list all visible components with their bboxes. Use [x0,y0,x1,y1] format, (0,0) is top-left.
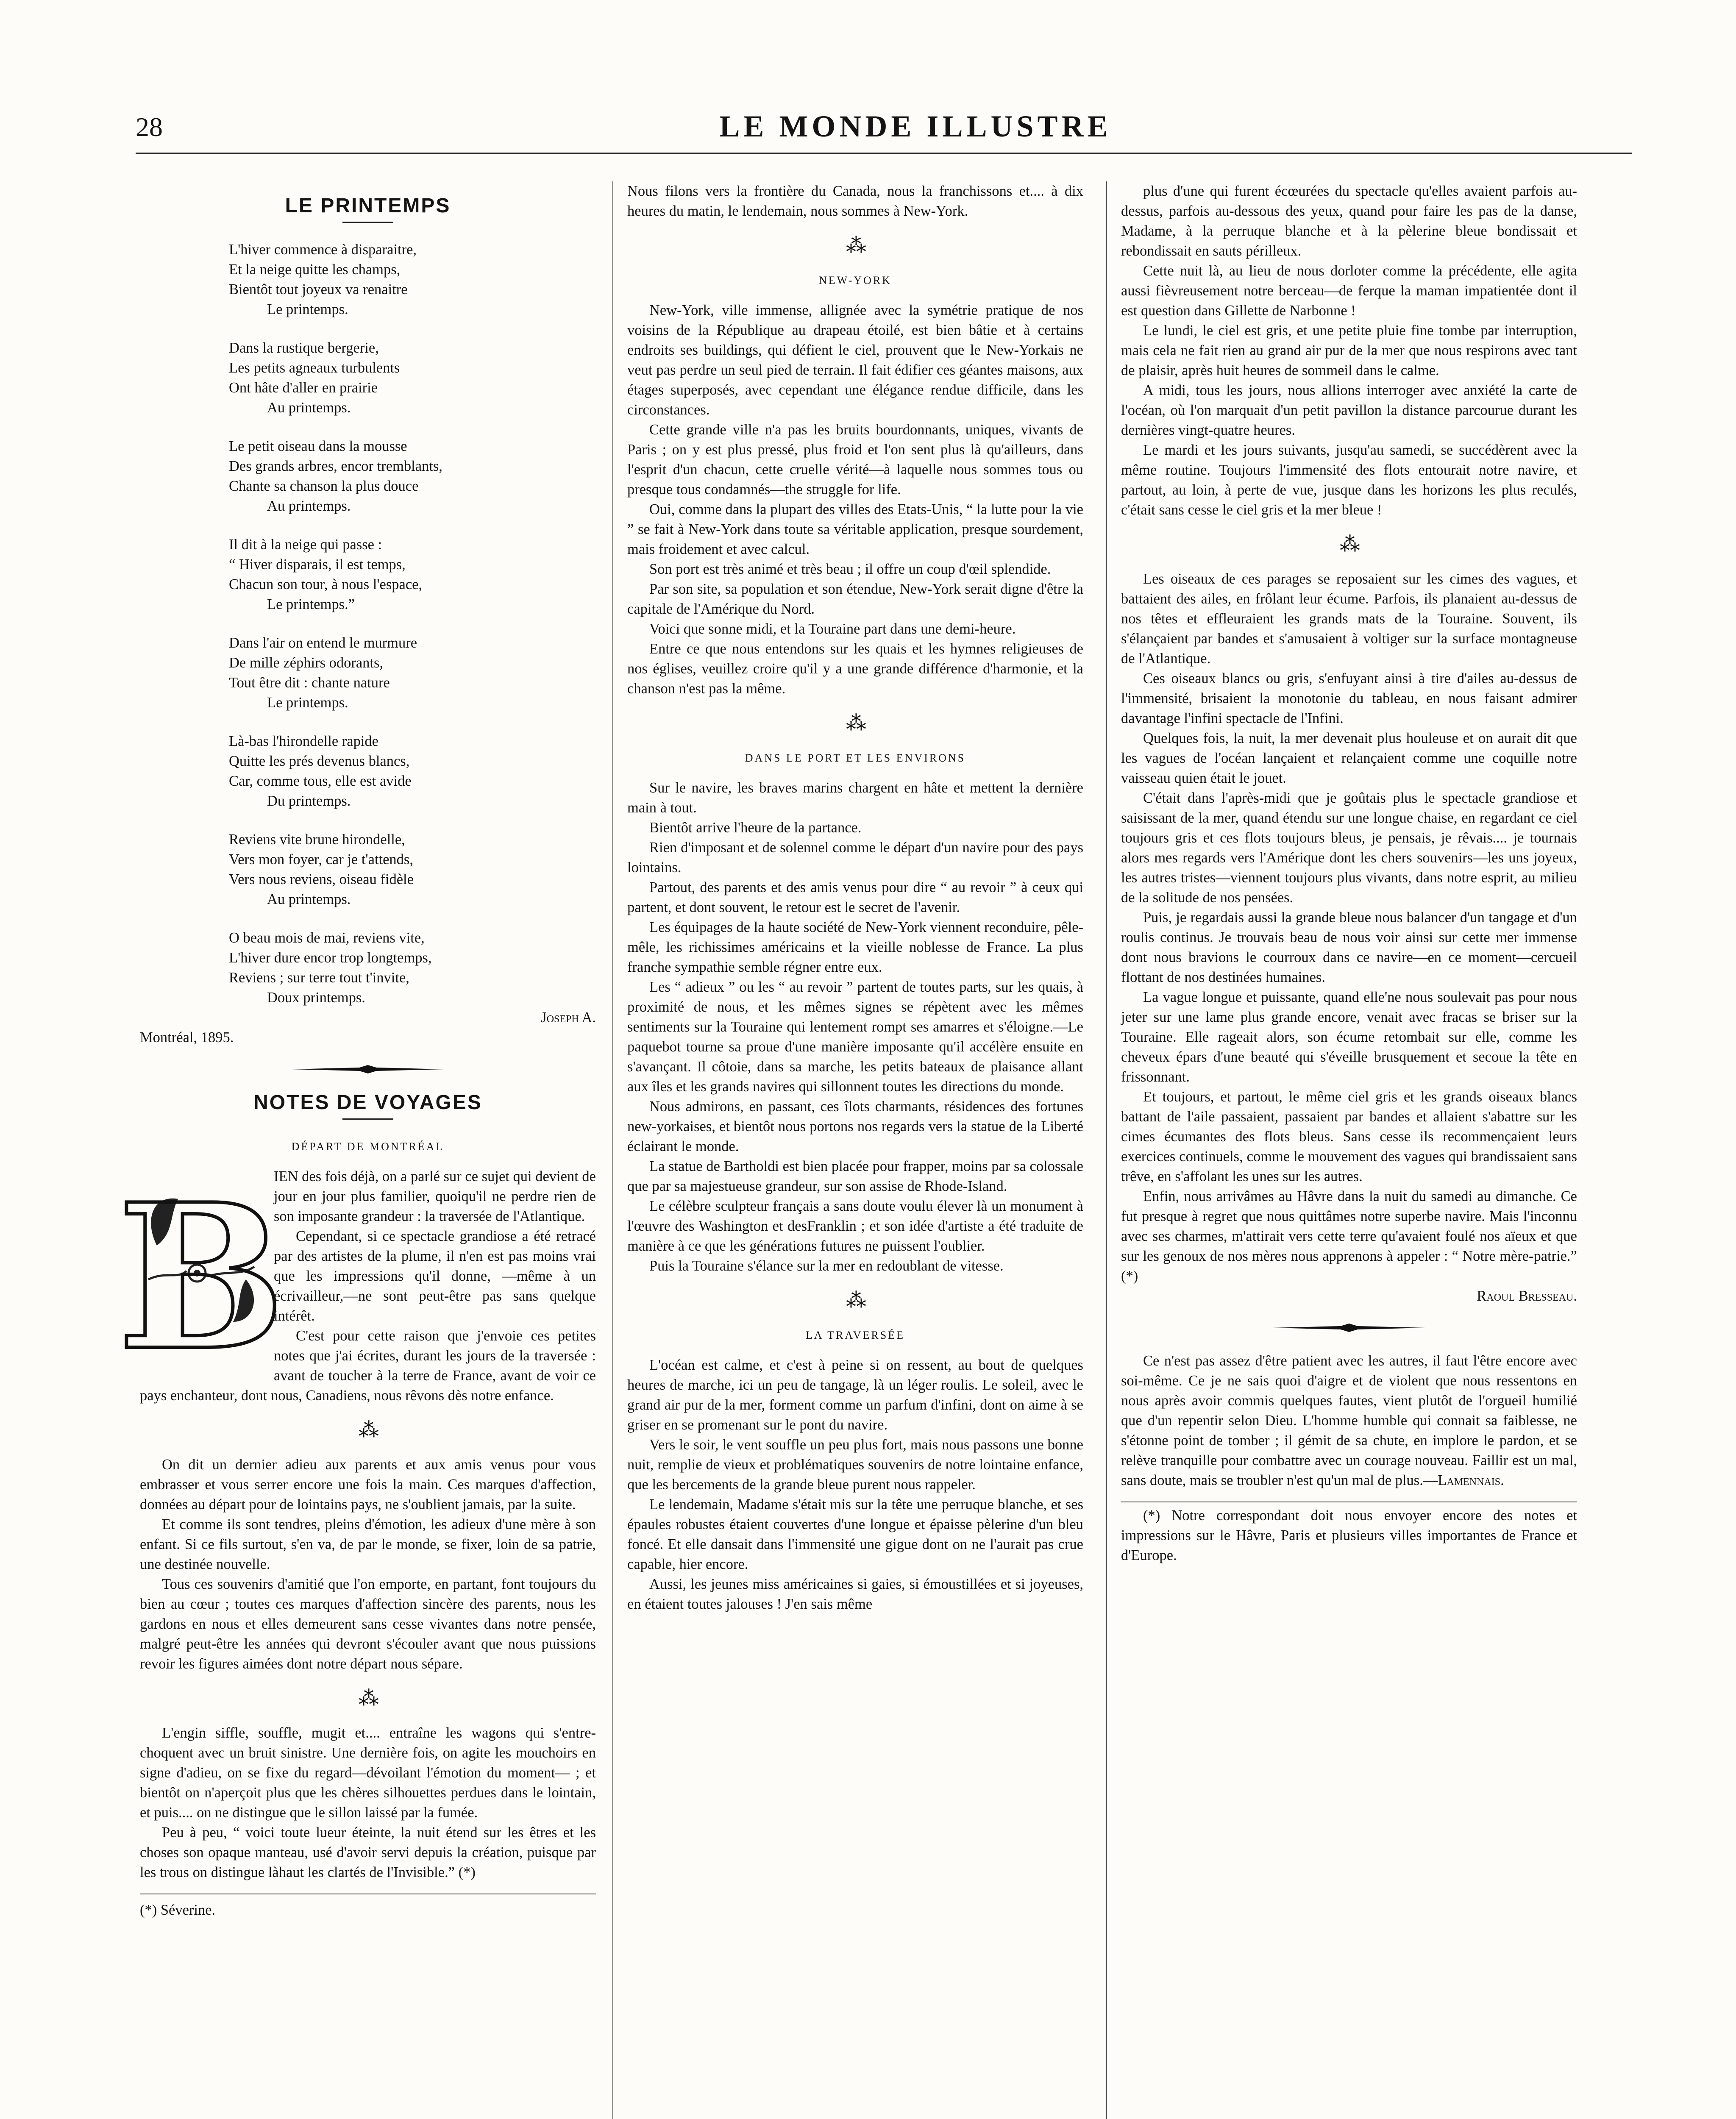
poem-line: L'hiver dure encor trop longtemps, [229,950,432,966]
asterism-divider: ⁂ [846,712,865,734]
article-paragraph: Les oiseaux de ces parages se reposaient sur les cimes des vagues, et battaient des ailes, en frôlant leur écume. Parfois, ils planaient au-dessus de nos têtes et effleuraient les grands mats de la Touraine. Souvent, ils s'élançaient par bandes et s'amusaient à voltiger sur la surface montagneuse de l'Atlantique. [1121,571,1577,667]
poem-stanza [229,437,596,516]
article-paragraph: Le lundi, le ciel est gris, et une petite pluie fine tombe par interruption, mais cela ne fait rien au grand air pur de la mer que nous respirons avec tant de plaisir, après huit heures de sommeil dans le calme. [1121,323,1577,378]
asterism-divider: ⁂ [846,234,865,257]
ornament-divider [140,1060,596,1077]
masthead-rule [136,153,1632,154]
article-paragraph: Cette grande ville n'a pas les bruits bourdonnants, uniques, vivants de Paris ; on y est plus pressé, plus froid et l'on sent plus là qu'ailleurs, dans l'esprit d'un chacun, cette cruelle vérité—à laquelle nous sommes tous ou presque tous condamnés—the struggle for life. [627,422,1083,498]
poem-title: LE PRINTEMPS [285,195,451,217]
poem-line: Dans la rustique bergerie, [229,340,379,356]
ornament-divider [1121,1319,1577,1336]
poem-stanza [229,928,596,1008]
asterism-divider: ⁂ [359,1419,377,1441]
poem-stanza [229,830,596,909]
poem-line: Les petits agneaux turbulents [229,360,400,376]
poem-line: Du printemps. [267,793,351,809]
article-paragraph: Peu à peu, “ voici toute lueur éteinte, la nuit étend sur les êtres et les choses son opaque manteau, usé d'avoir servi depuis la création, puisque par les trous on distingue làhaut les clartés de l'Invisible.” (*) [140,1824,596,1880]
poem-line: Dans l'air on entend le murmure [229,635,417,651]
poem-stanza [229,338,596,418]
article-paragraph: C'était dans l'après-midi que je goûtais plus le spectacle grandiose et saisissant de la mer, quand étendu sur une longue chaise, en regardant ce ciel toujours gris et ces flots toujours bleus, je pensais, je rêvais.... je tournais alors mes regards vers l'Amérique dont les chers souvenirs—les uns joyeux, les autres tristes—viennent toujours plus vivants, dans notre esprit, au milieu de la solitude de nos pensées. [1121,790,1577,906]
poem-stanza [229,535,596,615]
poem-line: Bientôt tout joyeux va renaitre [229,281,408,298]
poem-line: Chante sa chanson la plus douce [229,478,419,494]
article-paragraph: Quelques fois, la nuit, la mer devenait plus houleuse et on aurait dit que les vagues de l'océan lançaient et relançaient comme une coquille notre vaisseau quien était le jouet. [1121,730,1577,786]
column-1 [117,181,596,2119]
article-paragraph: Tous ces souvenirs d'amitié que l'on emporte, en partant, font toujours du bien au cœur ; toutes ces marques d'affection sincère des parents, nous les gardons en nous et elles demeurent sans cesse vivantes dans notre pensée, malgré peut-être les années qui devront s'écouler avant que nous puissions revoir les figures aimées dont notre départ nous sépare. [140,1576,596,1672]
section-heading-port: DANS LE PORT ET LES ENVIRONS [745,752,966,764]
article-paragraph: C'est pour cette raison que j'envoie ces petites notes que j'ai écrites, durant les jours de la traversée : avant de toucher à la terre de France, avant de voir ce pays enchanteur, dont nous, Canadiens, nous rêvons dès notre enfance. [140,1328,596,1404]
poem-line: “ Hiver disparais, il est temps, [229,556,406,573]
column-separator [612,181,613,2119]
svg-text:B: B [117,1160,286,1394]
poem-line: Au printemps. [267,891,351,907]
page-number: 28 [136,112,163,142]
section-heading-crossing: LA TRAVERSÉE [805,1329,905,1341]
article-paragraph: Partout, des parents et des amis venus pour dire “ au revoir ” à ceux qui partent, et dont souvent, le retour est le secret de l'avenir. [627,879,1083,915]
poem-signature: Joseph A. [541,1009,596,1026]
maxim-author: Lamennais. [1438,1472,1504,1488]
section-heading-departure: DÉPART DE MONTRÉAL [291,1140,445,1153]
article-paragraph: New-York, ville immense, allignée avec la symétrie pratique de nos voisins de la République au drapeau étoilé, est bien bâtie et à certains endroits ses buildings, qui défient le ciel, prouvent que le New-Yorkais ne veut pas perdre un seul pied de terrain. Il fait édifier ces géantes maisons, aux étages superposés, avec cependant une élégance rendue difficile, dans les circonstances. [627,302,1083,418]
poem-line: De mille zéphirs odorants, [229,655,384,671]
article-signature: Raoul Bresseau. [1477,1288,1577,1304]
article-paragraph: Entre ce que nous entendons sur les quais et les hymnes religieuses de nos églises, veuillez croire qu'il y a une grande différence d'harmonie, et la chanson n'est pas la même. [627,641,1083,697]
article-paragraph: L'océan est calme, et c'est à peine si on ressent, au bout de quelques heures de marche, ici un peu de tangage, là un léger roulis. Le soleil, avec le grand air pur de la mer, forment comme un parfum d'infini, dont on aime à se griser en se promenant sur le pont du navire. [627,1357,1083,1433]
article-paragraph: Par son site, sa population et son étendue, New-York serait digne d'être la capitale de l'Amérique du Nord. [627,581,1083,617]
poem-stanza [229,633,596,713]
article-paragraph: Cette nuit là, au lieu de nous dorloter comme la précédente, elle agita aussi fièvreusement notre berceau—de ferque la maman impatientée dont il est question dans Gillette de Narbonne ! [1121,263,1577,319]
poem-line: Ont hâte d'aller en prairie [229,380,378,396]
poem-body [140,240,596,1008]
poem-line: Reviens vite brune hirondelle, [229,831,405,848]
article-paragraph: Et toujours, et partout, le même ciel gris et les grands oiseaux blancs battant de l'aile passaient, passaient par bandes et allaient s'abattre sur les cimes écumantes des flots bleus. Sans cesse ils recommençaient leurs exercices continuels, comme le mouvement des vagues qui brandissaient sans trêve, en s'affolant les unes sur les autres. [1121,1089,1577,1185]
poem-line: Le printemps.” [267,596,355,612]
article-paragraph: Aussi, les jeunes miss américaines si gaies, si émoustillées et si joyeuses, en étaient toutes jalouses ! J'en sais même [627,1576,1083,1612]
poem-line: Là-bas l'hirondelle rapide [229,733,378,749]
article-paragraph: Puis la Touraine s'élance sur la mer en redoublant de vitesse. [649,1258,1004,1274]
poem-line: Au printemps. [267,498,351,514]
article-paragraph: La statue de Bartholdi est bien placée pour frapper, moins par sa colossale que par sa majestueuse grandeur, sur son assise de Rhode-Island. [627,1158,1083,1194]
maxim-text: Ce n'est pas assez d'être patient avec les autres, il faut l'être encore avec soi-même. Ce je ne sais quoi d'aigre et de violent que nous ressentons en nous après avoir commis quelques fautes, vient plutôt de l'orgueil humilié que d'un repentir selon Dieu. L'homme humble qui connait sa faiblesse, ne s'étonne point de tomber ; il gémit de sa chute, en implore le pardon, et se relève tranquille pour combattre avec un courage nouveau. Faillir est un mal, sans doute, mais se troubler n'est qu'un mal de plus.—Lamennais. [1121,1353,1577,1488]
article-paragraph: Ces oiseaux blancs ou gris, s'enfuyant ainsi à tire d'ailes au-dessus de l'immensité, brisaient la monotonie du tableau, en nous faisant admirer davantage l'infini spectacle de l'Infini. [1121,670,1577,726]
poem-stanza [229,240,596,320]
article-paragraph: A midi, tous les jours, nous allions interroger avec anxiété la carte de l'océan, où l'on marquait d'un petit pavillon la distance parcourue durant les dernières vingt-quatre heures. [1121,382,1577,438]
asterism-divider: ⁂ [359,1687,377,1710]
poem-line: Doux printemps. [267,990,365,1006]
article-paragraph: plus d'une qui furent écœurées du spectacle qu'elles avaient parfois au-dessus, parfois au-dessous des yeux, quand pour faire les pas de la danse, Madame, à la perruque blanche et à la pèlerine bleue bondissait et rebondissait en sauts périlleux. [1121,183,1577,259]
article-paragraph: Et comme ils sont tendres, pleins d'émotion, les adieux d'une mère à son enfant. Si ce fils surtout, s'en va, de par le monde, se fixer, loin de sa patrie, une destinée nouvelle. [140,1516,596,1572]
poem-line: Il dit à la neige qui passe : [229,537,382,553]
poem-line: Le printemps. [267,301,348,317]
masthead: LE MONDE ILLUSTRE [719,109,1112,143]
poem-line: Reviens ; sur terre tout t'invite, [229,970,409,986]
article-title: NOTES DE VOYAGES [253,1091,482,1114]
footnote: (*) Séverine. [140,1902,216,1918]
column-2 [627,181,1083,2119]
poem-line: L'hiver commence à disparaitre, [229,242,417,258]
article-paragraph: Les équipages de la haute société de New-York viennent reconduire, pêle-mêle, les richissimes américains et la vieille noblesse de France. La plus franche sympathie semble régner entre eux. [627,919,1083,975]
article-paragraph: Oui, comme dans la plupart des villes des Etats-Unis, “ la lutte pour la vie ” se fait à New-York dans toute sa véritable application, presque sourdement, mais froidement et avec calcul. [627,501,1083,557]
article-paragraph: On dit un dernier adieu aux parents et aux amis venus pour vous embrasser et vous serrer encore une fois la main. Ces marques d'affection, données au départ pour de lointains pays, ne s'oublient jamais, par la suite. [140,1457,596,1513]
article-paragraph: Cependant, si ce spectacle grandiose a été retracé par des artistes de la plume, il n'en est pas moins vrai que les impressions qu'il donne, —même à un écrivailleur,—ne sont peut-être pas sans quelque intérêt. [274,1228,596,1324]
floral-dropcap-icon [117,1160,286,1394]
title-rule [342,222,393,223]
poem-line: Au printemps. [267,400,351,416]
column-3 [1121,181,1577,2119]
poem-line: Des grands arbres, encor tremblants, [229,458,442,474]
poem-line: Le printemps. [267,695,348,711]
article-paragraph: Le mardi et les jours suivants, jusqu'au samedi, se succédèrent avec la même routine. Toujours l'immensité des flots entourait notre navire, et partout, au loin, à perte de vue, jusque dans les horizons les plus reculés, c'était sans cesse le ciel gris et la mer bleue ! [1121,442,1577,518]
article-paragraph: Bientôt arrive l'heure de la partance. [649,820,862,836]
article-paragraph: Son port est très animé et très beau ; il offre un coup d'œil splendide. [649,561,1051,577]
poem-line: O beau mois de mai, reviens vite, [229,930,425,946]
title-rule [342,1118,393,1120]
ornament-rule-icon [292,1064,444,1074]
poem-line: Quitte les prés devenus blancs, [229,753,410,769]
article-paragraph: Vers le soir, le vent souffle un peu plus fort, mais nous passons une bonne nuit, remplie de vieux et problématiques souvenirs de notre lointaine enfance, que les bercements de la grande bleue purent nous rappeler. [627,1437,1083,1493]
asterism-divider: ⁂ [1340,533,1358,556]
article-paragraph: Nous admirons, en passant, ces îlots charmants, résidences des fortunes new-yorkaises, et bientôt nous portons nos regards vers la statue de la Liberté éclairant le monde. [627,1098,1083,1154]
article-paragraph: Le célèbre sculpteur français a sans doute voulu élever là un monument à l'œuvre des Washington et desFranklin ; et son idée d'artiste a été traduite de manière à ce que les générations futures ne puissent l'oublier. [627,1198,1083,1254]
poem-line: Et la neige quitte les champs, [229,261,401,278]
ornament-rule-icon [1273,1323,1425,1333]
article-paragraph: Rien d'imposant et de solennel comme le départ d'un navire pour des pays lointains. [627,840,1083,876]
column-separator [1106,181,1107,2119]
article-paragraph: La vague longue et puissante, quand elle'ne nous soulevait pas pour nous jeter sur une lame plus grande encore, venait avec fracas se briser sur la Touraine. Elle rageait alors, son écume retombait sur elle, comme les cheveux épars d'une beauté qui s'éveille brusquement et secoue la tête en frissonnant. [1121,989,1577,1085]
poem-line: Vers nous reviens, oiseau fidèle [229,871,414,887]
asterism-divider: ⁂ [846,1289,865,1312]
article-paragraph: Voici que sonne midi, et la Touraine part dans une demi-heure. [649,621,1016,637]
poem-line: Car, comme tous, elle est avide [229,773,412,789]
article-paragraph: Nous filons vers la frontière du Canada, nous la franchissons et.... à dix heures du matin, le lendemain, nous sommes à New-York. [627,183,1083,219]
dropcap-illustration [117,1160,286,1394]
article-paragraph: Puis, je regardais aussi la grande bleue nous balancer d'un tangage et d'un roulis continus. Je trouvais beau de nous voir ainsi sur cette mer immense dont nous bravions le courroux dans ce navire—en ce moment—cercueil flottant de nos destinées humaines. [1121,909,1577,985]
section-heading-new-york: NEW-YORK [818,274,892,286]
article-paragraph: L'engin siffle, souffle, mugit et.... entraîne les wagons qui s'entre-choquent avec un bruit sinistre. Une dernière fois, on agite les mouchoirs en signe d'adieu, on se fixe du regard—dévoilant l'émotion du moment— ; et bientôt on n'aperçoit plus que les chères silhouettes perdues dans le lointain, et puis.... on ne distingue que le sillon laissé par la fumée. [140,1725,596,1821]
article-paragraph: Les “ adieux ” ou les “ au revoir ” partent de toutes parts, sur les quais, à proximité de nous, et les mêmes signes se répètent avec les mêmes sentiments sur la Touraine qui lentement rompt ses amarres et s'éloigne.—Le paquebot tourne sa proue d'une manière imposante qu'il accélère ensuite en s'avançant. Il côtoie, dans sa marche, les petits bateaux de plaisance allant aux îles et les grands navires qui sillonnent toutes les directions du monde. [627,979,1083,1095]
poem-place-date: Montréal, 1895. [140,1029,234,1046]
poem-stanza [229,731,596,811]
dropcap-paragraph: IEN des fois déjà, on a parlé sur ce sujet qui devient de jour en jour plus familier, quoiqu'il ne perdre rien de son imposante grandeur : la traversée de l'Atlantique. [274,1168,596,1224]
poem-line: Tout être dit : chante nature [229,675,390,691]
article-paragraph: Sur le navire, les braves marins chargent en hâte et mettent la dernière main à tout. [627,780,1083,816]
article-paragraph: Le lendemain, Madame s'était mis sur la tête une perruque blanche, et ses épaules robustes étaient couvertes d'une longue et épaisse pèlerine d'un bleu foncé. Et elle dansait dans l'immensité une gigue dont on ne l'aurait pas crue capable, hier encore. [627,1496,1083,1572]
poem-line: Le petit oiseau dans la mousse [229,438,407,454]
poem-line: Vers mon foyer, car je t'attends, [229,851,413,868]
article-paragraph: Enfin, nous arrivâmes au Hâvre dans la nuit du samedi au dimanche. Ce fut presque à regret que nous quittâmes notre superbe navire. Mais l'inconnu avec ses charmes, m'attirait vers cette terre qu'avaient foulé nos aïeux et que sur les genoux de nos mères nous apprenons à appeler : “ Notre mère-patrie.” (*) [1121,1188,1577,1284]
editor-note: (*) Notre correspondant doit nous envoyer encore des notes et impressions sur le Hâvre, Paris et plusieurs villes importantes de France et d'Europe. [1121,1507,1577,1563]
poem-line: Chacun son tour, à nous l'espace, [229,576,423,592]
